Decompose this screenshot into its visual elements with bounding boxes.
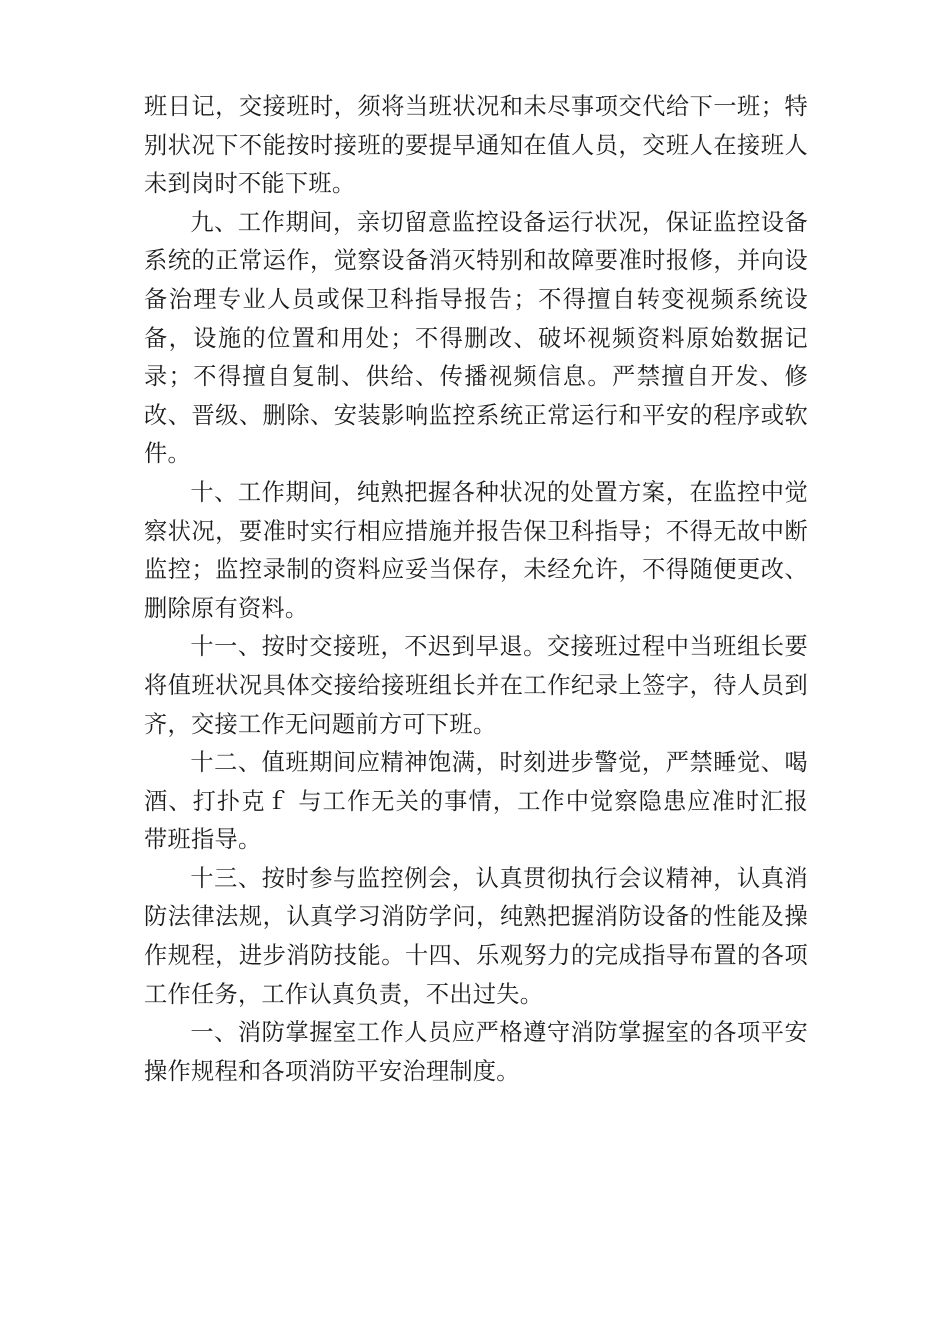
- paragraph-item-12-duty-conduct: 十二、值班期间应精神饱满，时刻进步警觉，严禁睡觉、喝酒、打扑克ｆ 与工作无关的事情，工作中觉察隐患应准时汇报带班指导。: [144, 749, 808, 854]
- paragraph-item-9-equipment-monitoring: 九、工作期间，亲切留意监控设备运行状况，保证监控设备系统的正常运作，觉察设备消灭特别和故障要准时报修，并向设备治理专业人员或保卫科指导报告；不得擅自转变视频系统设备，设施的位置和用处；不得删改、破坏视频资料原始数据记录；不得擅自复制、供给、传播视频信息。严禁擅自开发、修改、晋级、删除、安装影响监控系统正常运行和平安的程序或软件。: [144, 208, 808, 468]
- paragraph-item-10-incident-handling: 十、工作期间，纯熟把握各种状况的处置方案，在监控中觉察状况，要准时实行相应措施并报告保卫科指导；不得无故中断监控；监控录制的资料应妥当保存，未经允许，不得随便更改、删除原有资料。: [144, 478, 808, 622]
- paragraph-item-13-14-training-duties: 十三、按时参与监控例会，认真贯彻执行会议精神，认真消防法律法规，认真学习消防学问，纯熟把握消防设备的性能及操作规程，进步消防技能。十四、乐观努力的完成指导布置的各项工作任务，工作认真负责，不出过失。: [144, 864, 808, 1008]
- paragraph-shift-handover-continued: 班日记，交接班时，须将当班状况和未尽事项交代给下一班；特别状况下不能按时接班的要提早通知在值人员，交班人在接班人未到岗时不能下班。: [144, 93, 808, 198]
- paragraph-item-11-shift-change: 十一、按时交接班，不迟到早退。交接班过程中当班组长要将值班状况具体交接给接班组长并在工作纪录上签字，待人员到齐，交接工作无问题前方可下班。: [144, 633, 808, 738]
- paragraph-fire-control-room-rule-1: 一、消防掌握室工作人员应严格遵守消防掌握室的各项平安操作规程和各项消防平安治理制度。: [144, 1019, 808, 1085]
- document-body: [144, 88, 808, 1091]
